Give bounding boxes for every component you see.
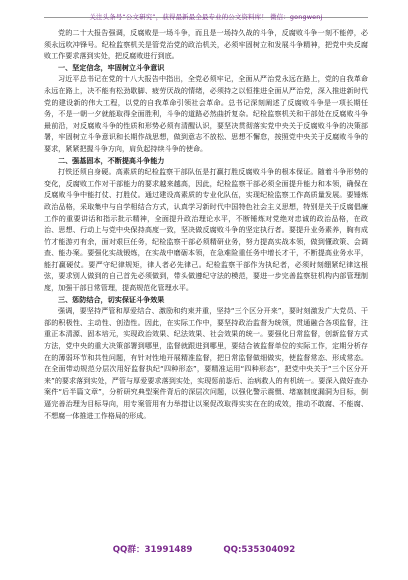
section-2-heading: 二、强基固本，不断提高斗争能力 <box>58 155 165 165</box>
page-footer <box>0 543 408 555</box>
section-2-paragraph: 打铁还须自身硬。高素质的纪检监察干部队伍是打赢打胜反腐败斗争的根本保证。随着斗争形势的变化，反腐败工作对干部能力的要求越来越高，因此，纪检监察干部必须全面提升能力和本领，确保在反腐败斗争中能打仗、打胜仗。通过建设高素质的专业化队伍，实现纪检监察工作高质量发展。要锤炼政治品格，采取集中与自学相结合方式，认真学习新时代中国特色社会主义思想，特别是关于反腐倡廉工作的重要讲话和指示批示精神，全面提升政治理论水平，不断锤炼对党绝对忠诚的政治品格，在政治、思想、行动上与党中央保持高度一致，坚决做反腐败斗争的坚定执行者。要提升业务素养，胸有成竹才能游刃有余，面对艰巨任务，纪检监察干部必须精研业务，努力提高实战本领，做到懂政策、会调查、能办案。要强化实战锻炼，在实战中磨砺本领，在急难险重任务中增长才干，不断提高业务水平，能打赢硬仗。要严守纪律规矩，律人者必先律己。纪检监察干部作为执纪者，必须时刻绷紧纪律这根弦，要求别人做到的自己首先必须做到，带头做遵纪守法的模范，要进一步完善监察驻机构内部管理制度，加强干部日常管理，提高规范化管理水平。 <box>44 167 368 293</box>
section-3-paragraph: 强调，要坚持严管和厚爱结合、激励和约束并重，坚持“三个区分开来”，要时刻激发广大党员、干部的积极性、主动性、创造性。因此，在实际工作中，要坚持政治监督为统领，贯通融合各项监督，注重正本清源、固本培元，实现政治效果、纪法效果、社会效果的统一。要强化日常监督，创新监督方式方法，党中央的重大决策部署到哪里，监督就跟进到哪里，要结合被监督单位的实际工作，定期分析存在的薄弱环节和共性问题，有针对性地开展精准监督，把日常监督做细做实，使监督常态、形成常态。在全面带动规范分层次用好监督执纪“四种形态”，要精准运用“四种形态”，把党中央关于“三个区分开来”的要求落到实处，严管与厚爱要求落到实处，实现惩前毖后、治病救人的有机统一。要深入做好查办案件“后半篇文章”，分析研究典型案件背后的深层次问题，以强化警示震慑、堵塞制度漏洞为目标，倒逼完善治理为目标导向，用专案管用有力举措让以案促改取得实实在在的成效，推动不敢腐、不能腐、不想腐一体推进工作格局的形成。 <box>44 306 368 420</box>
article-body <box>44 27 368 421</box>
section-3-heading: 三、惩防结合，切实保证斗争效果 <box>58 294 165 304</box>
page-header <box>44 4 368 21</box>
section-1-heading: 一、坚定信念，牢固树立斗争意识 <box>58 62 165 72</box>
intro-paragraph: 党的二十大报告强调，反腐败是一场斗争，而且是一场持久战的斗争，反腐败斗争一刻不能停，必须永远吹冲锋号。纪检监察机关是管党治党的政治机关，必须牢固树立和发展斗争精神，把党中央反腐败工作要求落到实处，把反腐败进行到底。 <box>44 28 368 61</box>
footer-qq-group: QQ群：31991489 <box>112 545 193 555</box>
header-banner: 关注头条号“公文研究”，获得最新最全最专业的公文资料库！ 微信：gongwenj <box>89 13 323 21</box>
footer-qq-number: QQ:535304092 <box>223 545 296 555</box>
section-1-paragraph: 习近平总书记在党的十八大报告中指出，全党必须牢记，全面从严治党永远在路上，党的自我革命永远在路上，决不能有松劲歇脚、疲劳厌战的情绪，必须持之以恒推进全面从严治党，深入推进新时代党的建设新的伟大工程，以党的自我革命引领社会革命。总书记深刻阐述了反腐败斗争是一项长期任务，不是一朝一夕就能取得全面胜利，斗争的道路必然曲折复杂。纪检监察机关和干部处在反腐败斗争最前沿，对反腐败斗争的性质和形势必须有清醒认识，要坚决贯彻落实党中央关于反腐败斗争的决策部署，牢固树立斗争意识和长期作战思想，做到意志不放松、思想不懈怠，按照党中央关于反腐败斗争的要求，紧紧把握斗争方向，肩负起持续斗争的使命。 <box>44 74 368 153</box>
